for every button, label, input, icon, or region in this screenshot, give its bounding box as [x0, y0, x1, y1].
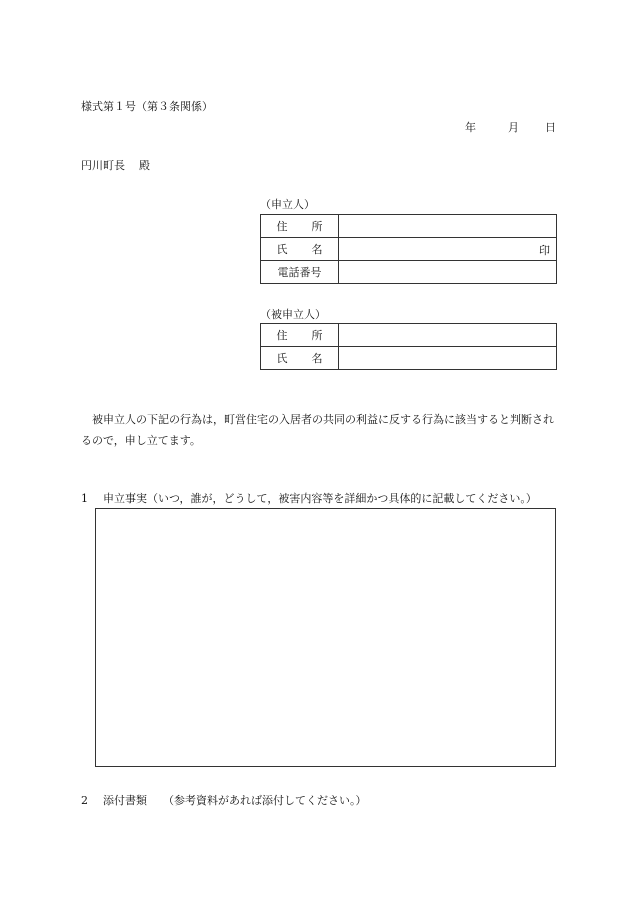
table-row: [261, 215, 557, 238]
respondent-table: [260, 323, 557, 370]
table-row: [261, 238, 557, 261]
respondent-section-label: （被申立人）: [260, 308, 326, 321]
statement-text: 被申立人の下記の行為は，町営住宅の入居者の共同の利益に反する行為に該当すると判断されるので，申し立てます。: [81, 413, 554, 447]
statement: [81, 409, 561, 451]
table-row: [261, 324, 557, 347]
item1-number: 1: [81, 492, 88, 505]
respondent-address-label: 住 所: [261, 324, 339, 347]
addressee-honorific: 殿: [139, 159, 150, 172]
item2-heading: [81, 792, 367, 808]
item1-heading: [81, 490, 537, 506]
table-row: [261, 261, 557, 284]
facts-textarea[interactable]: [95, 508, 556, 767]
applicant-table: [260, 214, 557, 284]
item2-number: 2: [81, 794, 88, 807]
applicant-name-label: 氏 名: [261, 238, 339, 261]
respondent-name-field[interactable]: [339, 347, 557, 370]
applicant-section-label: （申立人）: [260, 198, 315, 211]
applicant-name-field[interactable]: [339, 238, 557, 261]
item2-title: 添付書類: [103, 794, 147, 807]
item2-note: （参考資料があれば添付してください。）: [163, 794, 367, 807]
table-row: [261, 347, 557, 370]
applicant-address-label: 住 所: [261, 215, 339, 238]
form-number: 様式第１号（第３条関係）: [81, 100, 213, 113]
date-line: [465, 119, 556, 135]
respondent-address-field[interactable]: [339, 324, 557, 347]
respondent-name-label: 氏 名: [261, 347, 339, 370]
addressee-name: 円川町長: [81, 159, 125, 172]
date-day-label: 日: [545, 121, 556, 134]
item1-title: 申立事実（いつ，誰が，どうして，被害内容等を詳細かつ具体的に記載してください。）: [103, 492, 537, 505]
applicant-phone-label: 電話番号: [261, 261, 339, 284]
applicant-address-field[interactable]: [339, 215, 557, 238]
seal-mark: 印: [539, 244, 550, 257]
date-year-label: 年: [465, 121, 476, 134]
date-month-label: 月: [508, 121, 519, 134]
addressee: [81, 157, 150, 173]
applicant-phone-field[interactable]: [339, 261, 557, 284]
